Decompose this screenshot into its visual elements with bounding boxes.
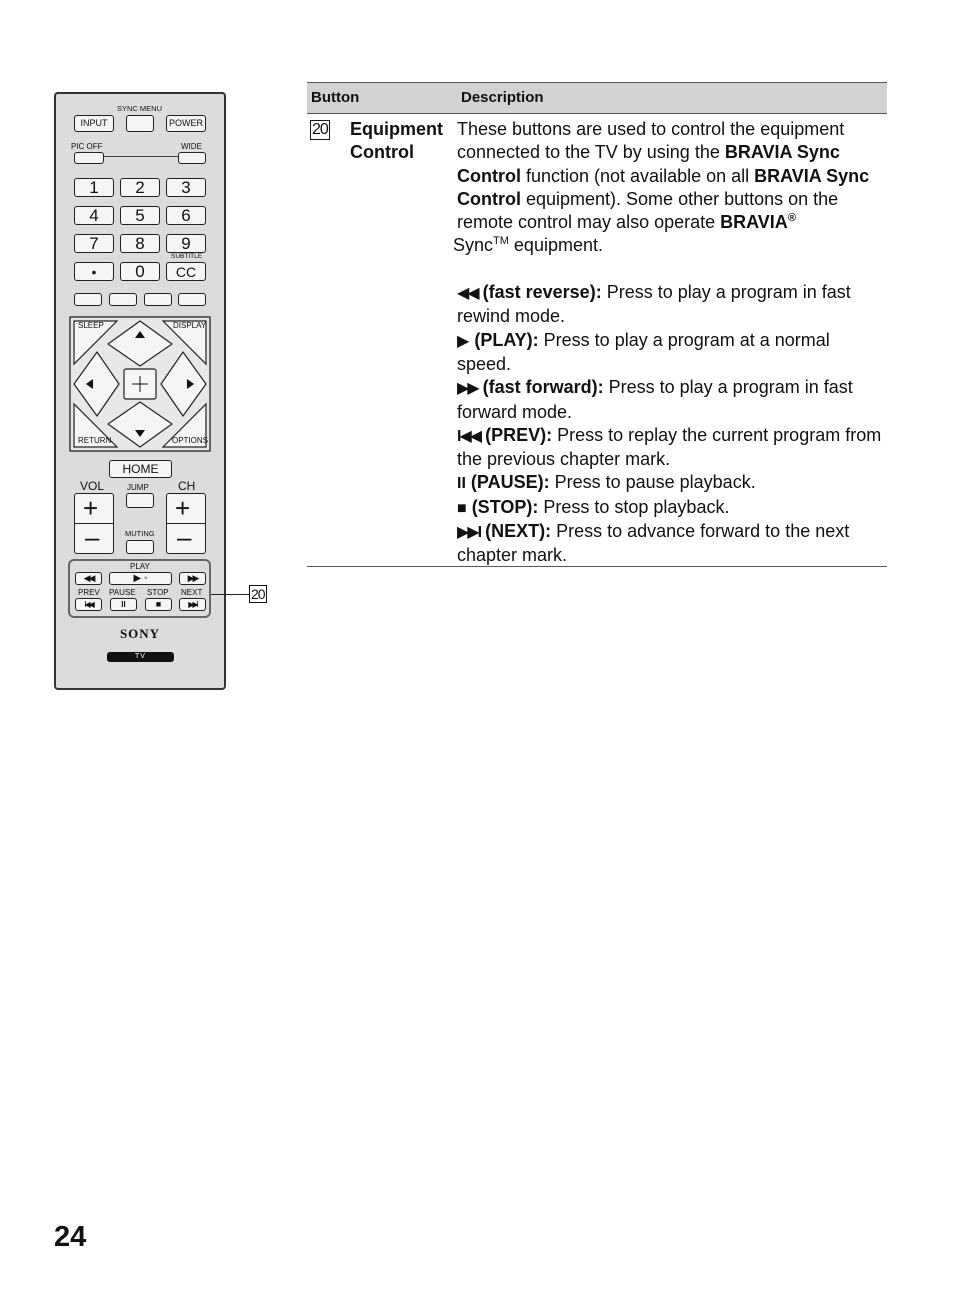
item-fast-reverse [457,281,885,329]
item-label: (fast forward): [482,377,604,398]
item-text: Press to play a program in fast rewind mode. [457,282,851,327]
prev-icon: I◀◀ [457,427,481,445]
key-6[interactable]: 6 [166,206,206,225]
next-label: NEXT [181,588,203,597]
sync-menu-button[interactable] [126,115,154,132]
play-label: PLAY [130,562,150,571]
intro-bold-1: BRAVIA Sync Control [457,142,840,186]
return-label: RETURN [78,436,112,445]
row-number-box: 20 [312,121,328,138]
button-description-table [307,82,887,567]
fast-forward-button[interactable] [179,572,206,585]
fast-forward-icon: ▶▶ [457,380,478,398]
registered-mark: ® [787,212,796,225]
key-9[interactable]: 9 [166,234,206,253]
volume-up-icon: + [83,493,99,523]
fast-forward-icon: ▶▶ [187,573,198,583]
trademark-mark: TM [493,235,509,248]
stop-label: STOP [147,588,169,597]
key-3[interactable]: 3 [166,178,206,197]
pic-off-button[interactable] [74,152,104,164]
paragraph-gap [457,258,885,281]
page-number: 24 [54,1221,87,1253]
play-icon: ▶ [457,332,470,350]
key-2[interactable]: 2 [120,178,160,197]
callout-number-box: 20 [251,586,265,602]
item-text: Press to advance forward to the next chapter mark. [457,521,850,566]
play-icon: ▶ ◦ [133,572,148,584]
pause-label: PAUSE [109,588,136,597]
play-button[interactable] [109,572,172,585]
key-1[interactable]: 1 [74,178,114,197]
row-description [453,118,885,568]
pic-off-label: PIC OFF [71,142,103,151]
fast-reverse-icon: ◀◀ [457,285,478,303]
intro-bold-3: BRAVIA [720,212,788,233]
item-fast-forward [457,376,885,424]
item-stop [457,496,885,520]
key-dot[interactable]: • [74,262,114,281]
callout-number [249,585,267,604]
item-pause [457,471,885,495]
power-button[interactable]: POWER [166,115,206,132]
table-header [307,82,887,114]
key-4[interactable]: 4 [74,206,114,225]
volume-down-icon: – [85,522,100,552]
tv-badge: TV [107,652,174,662]
item-play [457,329,885,377]
callout-leader-line [211,594,249,595]
intro-text-3: equipment). Some other buttons on the remote control may also operate [457,188,839,233]
header-description: Description [461,89,544,106]
item-next [457,520,885,568]
intro-text-1: These buttons are used to control the equipment connected to the TV by using the [457,119,845,163]
table-row [307,114,887,567]
muting-label: MUTING [125,529,155,538]
wide-label: WIDE [181,142,202,151]
item-text: Press to stop playback. [538,496,730,517]
key-7[interactable]: 7 [74,234,114,253]
stop-icon: ■ [155,599,162,609]
wide-button[interactable] [178,152,206,164]
item-text: Press to play a program in fast forward mode. [457,377,853,422]
item-label: (PREV): [485,424,553,445]
red-button[interactable] [74,293,102,306]
home-button[interactable]: HOME [109,460,172,478]
muting-button[interactable] [126,540,154,554]
input-button[interactable]: INPUT [74,115,114,132]
channel-down-icon: – [177,522,192,552]
fast-reverse-icon: ◀◀ [83,573,94,583]
row-number [310,120,330,140]
pause-button[interactable] [110,598,137,611]
subtitle-label: SUBTITLE [171,253,203,260]
next-icon: ▶▶I [457,524,481,542]
yellow-button[interactable] [144,293,172,306]
options-label: OPTIONS [172,436,209,445]
ch-label: CH [178,479,196,493]
navigation-pad[interactable] [69,316,211,452]
item-prev [457,424,885,472]
sleep-label: SLEEP [78,321,104,330]
item-label: (fast reverse): [482,282,602,303]
prev-icon: I◀◀ [84,599,93,609]
display-label: DISPLAY [173,321,207,330]
pause-icon: II [457,475,466,493]
key-8[interactable]: 8 [120,234,160,253]
intro-text-4: Sync [453,235,494,256]
fast-reverse-button[interactable] [75,572,102,585]
key-5[interactable]: 5 [120,206,160,225]
intro-text-5: equipment. [508,235,603,256]
stop-button[interactable] [145,598,172,611]
key-0[interactable]: 0 [120,262,160,281]
next-icon: ▶▶I [188,599,197,609]
pause-icon: II [121,599,126,609]
prev-label: PREV [78,588,100,597]
vol-label: VOL [80,479,105,493]
channel-up-icon: + [175,493,191,523]
item-text: Press to replay the current program from the previous chapter mark. [457,424,882,470]
intro-paragraph [453,118,885,258]
item-label: (NEXT): [485,521,552,542]
item-label: (PAUSE): [470,472,550,493]
item-text: Press to pause playback. [549,472,756,493]
row-button-name: Equipment Control [350,119,443,163]
green-button[interactable] [109,293,137,306]
item-label: (STOP): [471,496,539,517]
sony-logo: SONY [119,626,161,641]
header-button: Button [311,89,360,106]
jump-label: JUMP [127,483,149,492]
item-label: (PLAY): [474,329,539,350]
stop-icon: ■ [457,499,467,517]
divider-line [104,156,178,157]
blue-button[interactable] [178,293,206,306]
intro-text-2: function (not available on all [520,165,755,186]
cc-button[interactable]: CC [166,262,206,281]
jump-button[interactable] [126,493,154,508]
item-text: Press to play a program at a normal speed. [457,329,830,374]
next-button[interactable] [179,598,206,611]
intro-bold-2: BRAVIA Sync Control [457,165,870,209]
prev-button[interactable] [75,598,102,611]
sync-menu-label: SYNC MENU [117,104,163,113]
